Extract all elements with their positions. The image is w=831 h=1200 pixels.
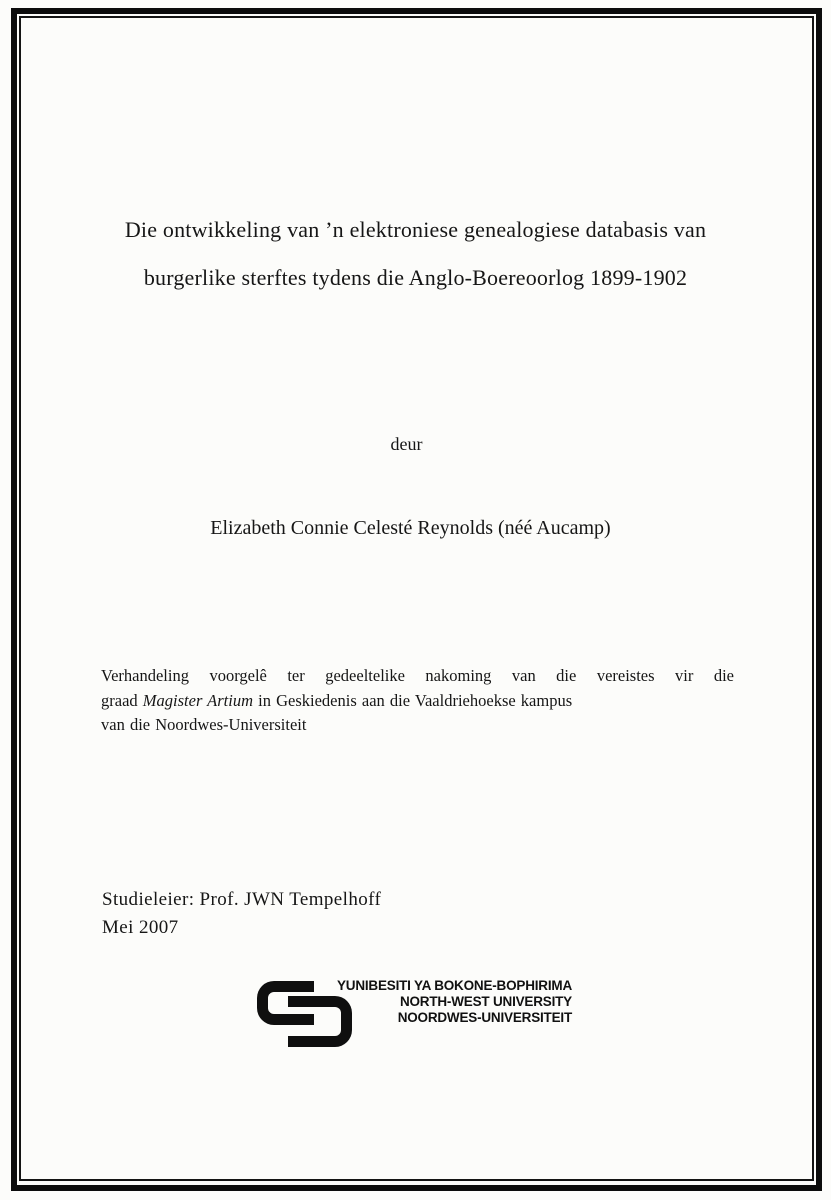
thesis-title-line2: burgerlike sterftes tydens die Anglo-Boereoorlog 1899-1902 (143, 265, 688, 290)
degree-statement-line3: van die Noordwes-Universiteit (101, 715, 307, 735)
nwu-logo-wordmark (310, 978, 572, 1026)
nwu-logo (257, 978, 577, 1053)
date-line: Mei 2007 (102, 917, 179, 938)
nwu-logo-line3: NOORDWES-UNIVERSITEIT (397, 1010, 572, 1025)
degree-name-italic: Magister Artium (142, 690, 254, 710)
author-name: Elizabeth Connie Celesté Reynolds (néé Aucamp) (210, 517, 611, 539)
degree-statement (101, 664, 734, 738)
supervisor-block (102, 886, 381, 942)
nwu-logo-line1: YUNIBESITI YA BOKONE-BOPHIRIMA (336, 978, 572, 993)
thesis-title (60, 206, 771, 302)
degree-statement-line1: Verhandeling voorgelê ter gedeeltelike nakoming van die vereistes vir die (101, 666, 734, 685)
degree-statement-line2-pre: graad (101, 690, 143, 710)
degree-statement-line2-post: in Geskiedenis aan die Vaaldriehoekse kampus (253, 690, 573, 710)
supervisor-line: Studieleier: Prof. JWN Tempelhoff (102, 889, 382, 910)
nwu-logo-line2: NORTH-WEST UNIVERSITY (399, 994, 572, 1009)
degree-statement-line2 (101, 689, 734, 714)
thesis-title-line1: Die ontwikkeling van ’n elektroniese genealogiese databasis van (124, 217, 707, 242)
byline: deur (390, 434, 423, 454)
